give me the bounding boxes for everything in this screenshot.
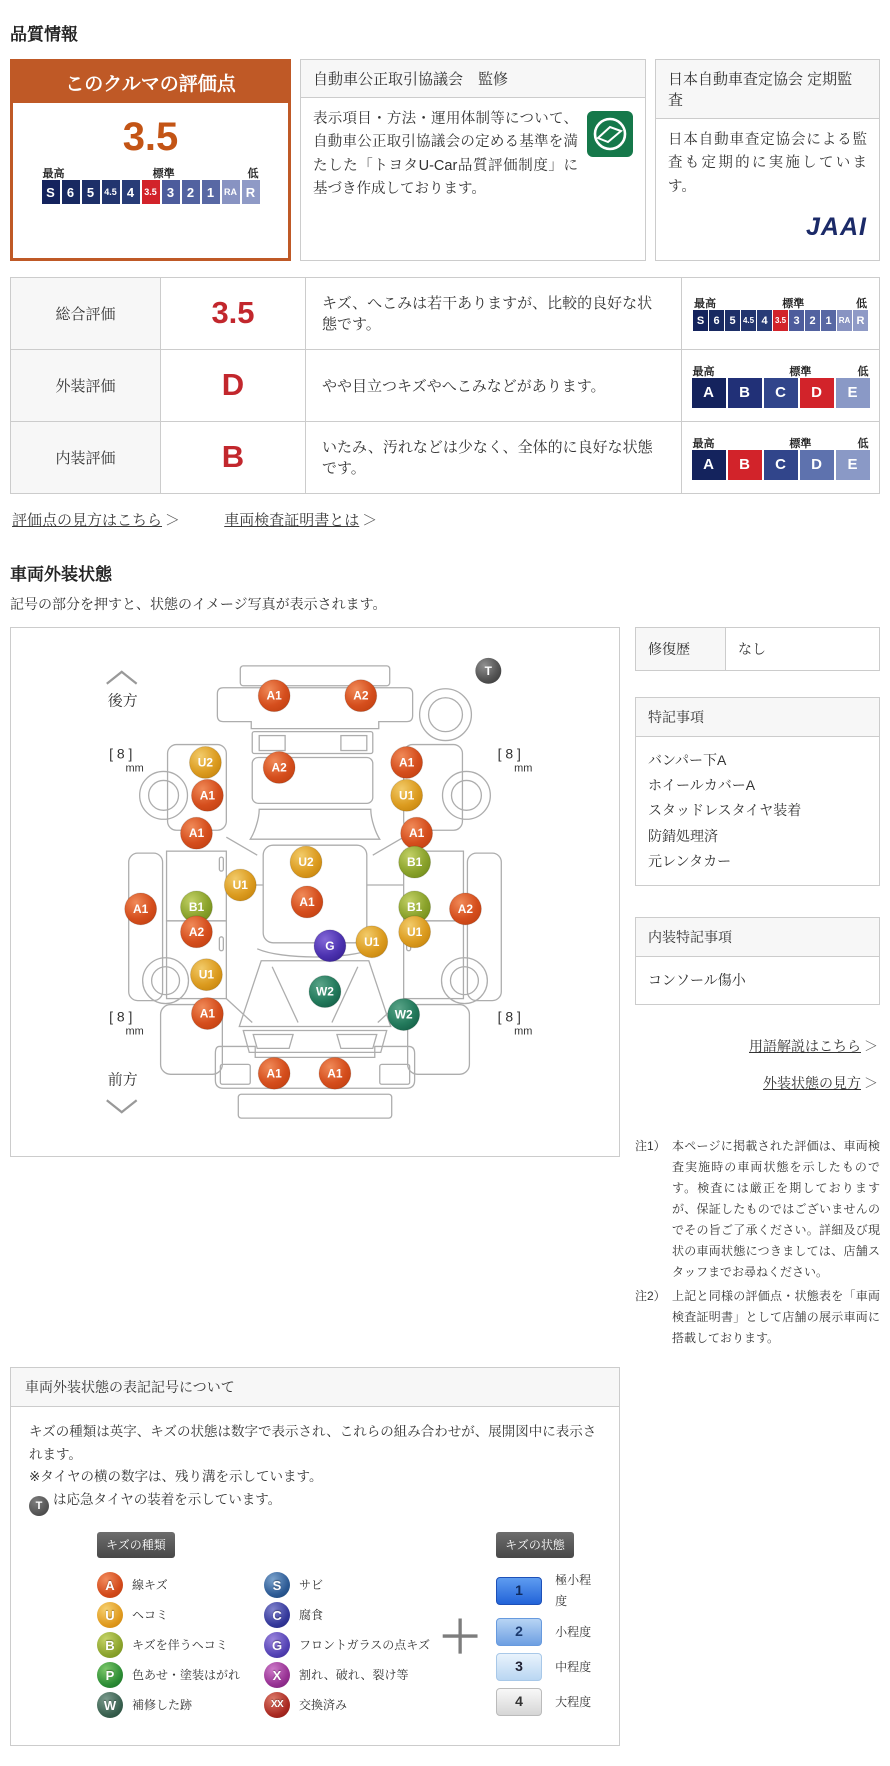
damage-kinds-block (97, 1532, 430, 1720)
damage-marker-G[interactable] (314, 930, 346, 962)
damage-kind-label: 割れ、破れ、裂け等 (299, 1668, 409, 1683)
tread-depth-value: [ 8 ] (109, 745, 133, 762)
damage-state-label: 中程度 (555, 1659, 592, 1674)
svg-text:U2: U2 (197, 755, 214, 770)
damage-kind-icon-C: C (264, 1602, 290, 1628)
scale-label: 低 (857, 365, 869, 378)
eval-row-desc: いたみ、汚れなどは少なく、全体的に良好な状態です。 (306, 421, 682, 493)
damage-state-3 (496, 1653, 601, 1681)
damage-kind-icon-X: X (264, 1662, 290, 1688)
special-notes-list (636, 737, 879, 885)
damage-kind-label: 腐食 (299, 1608, 324, 1623)
legend-header: 車両外装状態の表記記号について (11, 1368, 619, 1407)
scale-cell-6: 6 (709, 310, 724, 331)
eval-row-desc: キズ、へこみは若干ありますが、比較的良好な状態です。 (306, 277, 682, 349)
damage-kind-A (97, 1570, 240, 1600)
damage-state-chip-3: 3 (496, 1653, 542, 1681)
footnote-label: 注1） (635, 1139, 666, 1154)
scale-cell-5: 5 (725, 310, 740, 331)
exterior-sidebar (635, 627, 880, 1352)
damage-kind-C (264, 1600, 430, 1630)
chevron-right-icon: ＞ (864, 1038, 878, 1055)
svg-text:A1: A1 (399, 755, 415, 770)
jaai-box (655, 59, 880, 261)
svg-text:B1: B1 (406, 899, 423, 914)
svg-text:A1: A1 (266, 1066, 282, 1081)
svg-text:A1: A1 (408, 826, 425, 841)
scale-label: 標準 (789, 365, 812, 378)
rear-direction-label: 後方 (107, 692, 138, 710)
damage-kind-icon-A: A (97, 1572, 123, 1598)
footnote-text: 上記と同様の評価点・状態表を「車両検査証明書」として店舗の展示車両に搭載しております。 (672, 1289, 880, 1346)
scale-cell-3: 3 (162, 180, 180, 204)
scale-cell-RA: RA (222, 180, 240, 204)
evaluation-table (10, 277, 880, 494)
scale-label: 標準 (782, 298, 805, 311)
damage-marker-A2[interactable] (449, 893, 481, 925)
special-note-item: スタッドレスタイヤ装着 (648, 802, 802, 819)
exterior-diagram-panel (10, 627, 620, 1157)
grade-scale (692, 363, 870, 408)
repair-history-table (635, 627, 880, 671)
repair-history-label: 修復歴 (636, 628, 726, 670)
damage-kind-B (97, 1630, 240, 1660)
scale-cell-2: 2 (805, 310, 820, 331)
svg-text:A1: A1 (199, 788, 216, 803)
scale-cell-3.5: 3.5 (142, 180, 160, 204)
exterior-section-title: 車両外装状態 (10, 564, 112, 584)
scale-cell-4: 4 (757, 310, 772, 331)
damage-marker-A1[interactable] (191, 998, 223, 1030)
legend-grid (29, 1532, 601, 1722)
damage-kind-label: フロントガラスの点キズ (299, 1638, 431, 1653)
special-notes-box (635, 697, 880, 886)
chevron-right-icon: ＞ (165, 511, 181, 529)
damage-marker-A1[interactable] (401, 817, 433, 849)
chevron-right-icon: ＞ (864, 1075, 878, 1092)
legend-desc-1: キズの種類は英字、キズの状態は数字で表示され、これらの組み合わせが、展開図中に表示されます。 (29, 1424, 597, 1462)
footnote (635, 1286, 880, 1349)
special-notes-header: 特記事項 (636, 698, 879, 737)
damage-marker-A1[interactable] (291, 886, 323, 918)
damage-marker-A1[interactable] (258, 680, 290, 712)
svg-text:A1: A1 (299, 894, 315, 909)
scale-cell-4.5: 4.5 (102, 180, 120, 204)
scale-cell-A: A (692, 450, 726, 480)
legend-desc-2: ※タイヤの横の数字は、残り溝を示しています。 (29, 1469, 323, 1485)
svg-text:A2: A2 (271, 760, 287, 775)
damage-kind-W (97, 1690, 240, 1720)
svg-text:U2: U2 (298, 855, 314, 870)
damage-kind-XX (264, 1690, 430, 1720)
damage-marker-A1[interactable] (125, 893, 157, 925)
spare-tire-badge (475, 658, 501, 684)
scale-cell-1: 1 (202, 180, 220, 204)
svg-text:U1: U1 (406, 924, 423, 939)
spare-tire-icon: T (29, 1496, 49, 1516)
footnote-text: 本ページに掲載された評価は、車両検査実施時の車両状態を示したものです。検査には厳正を期しておりますが、保証したものではございませんのでその旨ご了承ください。詳細及び現状の車両状態につきましては、店舗スタッフまでお尋ねください。 (672, 1139, 880, 1280)
damage-kinds-col1 (97, 1570, 240, 1720)
exterior-diagram (11, 628, 619, 1156)
scale-cell-C: C (764, 378, 798, 408)
scale-cell-D: D (800, 450, 834, 480)
svg-text:U1: U1 (232, 877, 248, 892)
fair-trade-header: 自動車公正取引協議会 監修 (301, 60, 645, 98)
tread-depth-unit: mm (514, 762, 533, 775)
scale-label: 低 (856, 298, 867, 311)
chevron-up-icon[interactable] (107, 672, 137, 684)
link-exterior-guide[interactable]: 外装状態の見方 ＞ (763, 1075, 878, 1092)
scale-cell-3.5: 3.5 (773, 310, 788, 331)
special-note-item: ホイールカバーA (648, 777, 756, 794)
damage-kind-G (264, 1630, 430, 1660)
damage-kind-label: 交換済み (299, 1698, 348, 1713)
svg-text:W2: W2 (316, 984, 334, 999)
damage-marker-U1[interactable] (356, 926, 388, 958)
tread-depth-value: [ 8 ] (497, 1008, 521, 1025)
scale-label: 最高 (692, 365, 715, 378)
scale-label: 低 (857, 437, 869, 450)
scale-cell-B: B (728, 450, 762, 480)
damage-kind-X (264, 1660, 430, 1690)
scale-cell-E: E (836, 450, 870, 480)
damage-kind-icon-W: W (97, 1692, 123, 1718)
damage-kinds-badge: キズの種類 (97, 1532, 175, 1558)
damage-states-list (496, 1570, 601, 1715)
scale-label: 低 (247, 168, 259, 180)
damage-marker-U2[interactable] (189, 747, 221, 779)
eval-row-scale (682, 277, 880, 349)
damage-kind-P (97, 1660, 240, 1690)
damage-kind-U (97, 1600, 240, 1630)
sidebar-links (637, 1036, 878, 1110)
scale-label: 最高 (42, 168, 65, 180)
jaai-logo: JAAI (806, 213, 867, 242)
exterior-main (10, 627, 880, 1352)
link-glossary[interactable]: 用語解説はこちら ＞ (749, 1038, 878, 1055)
scale-cell-D: D (800, 378, 834, 408)
svg-text:A1: A1 (199, 1006, 216, 1021)
page-title: 品質情報 (10, 25, 78, 44)
quality-summary-row (10, 59, 880, 261)
damage-marker-A1[interactable] (181, 817, 213, 849)
special-note-item: 元レンタカー (648, 852, 732, 869)
repair-history-value: なし (738, 640, 766, 657)
damage-kind-icon-XX: XX (264, 1692, 290, 1718)
damage-state-label: 極小程度 (555, 1573, 592, 1608)
damage-states-badge: キズの状態 (496, 1532, 574, 1558)
fair-trade-logo-icon (587, 111, 633, 165)
damage-kind-label: 補修した跡 (132, 1698, 193, 1713)
damage-state-chip-4: 4 (496, 1688, 542, 1716)
scale-cell-R: R (853, 310, 868, 331)
svg-text:A1: A1 (188, 826, 205, 841)
scale-cell-RA: RA (837, 310, 852, 331)
rating-box (10, 59, 291, 261)
damage-kind-icon-U: U (97, 1602, 123, 1628)
damage-kind-label: 線キズ (132, 1578, 168, 1593)
damage-state-4 (496, 1688, 601, 1716)
special-note-item: 防錆処理済 (648, 827, 718, 844)
eval-row-grade: 3.5 (161, 277, 306, 349)
scale-cell-2: 2 (182, 180, 200, 204)
damage-marker-A2[interactable] (181, 916, 213, 948)
link-how-to-read-score[interactable]: 評価点の見方はこちら ＞ (12, 511, 181, 529)
eval-row-desc: やや目立つキズやへこみなどがあります。 (306, 349, 682, 421)
interior-note-item: コンソール傷小 (648, 971, 746, 988)
scale-cell-C: C (764, 450, 798, 480)
tread-depth-unit: mm (125, 1025, 144, 1038)
fair-trade-text: 表示項目・方法・運用体制等について、自動車公正取引協議会の定める基準を満たした「トヨタU-Car品質評価制度」に基づき作成しております。 (313, 111, 578, 198)
eval-table-row (11, 349, 880, 421)
svg-text:A2: A2 (353, 688, 369, 703)
damage-marker-U1[interactable] (391, 779, 423, 811)
damage-marker-A2[interactable] (345, 680, 377, 712)
eval-table-row (11, 277, 880, 349)
grade-scale (693, 295, 868, 331)
svg-text:A1: A1 (327, 1066, 343, 1081)
damage-state-1 (496, 1570, 601, 1610)
damage-marker-U1[interactable] (224, 869, 256, 901)
scale-label: 標準 (789, 437, 812, 450)
scale-cell-4: 4 (122, 180, 140, 204)
damage-marker-A2[interactable] (263, 751, 295, 783)
svg-text:U1: U1 (364, 934, 380, 949)
scale-cell-4.5: 4.5 (741, 310, 756, 331)
jaai-text: 日本自動車査定協会による監査も定期的に実施しています。 (668, 132, 867, 195)
scale-label: 最高 (692, 437, 715, 450)
chevron-right-icon: ＞ (362, 511, 378, 529)
scale-cell-6: 6 (62, 180, 80, 204)
damage-marker-W2[interactable] (309, 976, 341, 1008)
eval-links-row (12, 509, 878, 530)
legend-desc-3: T は応急タイヤの装着を示しています。 (29, 1489, 601, 1516)
scale-cell-S: S (693, 310, 708, 331)
svg-text:U1: U1 (399, 788, 415, 803)
damage-marker-A1[interactable] (319, 1057, 351, 1089)
damage-marker-A1[interactable] (191, 779, 223, 811)
damage-kind-S (264, 1570, 430, 1600)
svg-text:A1: A1 (133, 901, 149, 916)
scale-cell-B: B (728, 378, 762, 408)
interior-notes-header: 内装特記事項 (636, 918, 879, 957)
damage-kind-label: キズを伴うヘコミ (132, 1638, 228, 1653)
damage-state-2 (496, 1618, 601, 1646)
link-inspection-certificate[interactable]: 車両検査証明書とは ＞ (224, 511, 378, 529)
jaai-body (656, 119, 879, 260)
damage-kind-icon-P: P (97, 1662, 123, 1688)
interior-notes-list (636, 957, 879, 1004)
eval-row-label: 総合評価 (11, 277, 161, 349)
damage-state-label: 小程度 (555, 1624, 592, 1639)
svg-text:G: G (325, 938, 335, 953)
interior-notes-box (635, 917, 880, 1005)
eval-row-grade: B (161, 421, 306, 493)
svg-text:A1: A1 (266, 688, 282, 703)
scale-cell-A: A (692, 378, 726, 408)
damage-marker-A1[interactable] (258, 1057, 290, 1089)
scale-cell-3: 3 (789, 310, 804, 331)
grade-scale (692, 435, 870, 480)
footnote (635, 1136, 880, 1283)
damage-kind-icon-B: B (97, 1632, 123, 1658)
damage-state-chip-2: 2 (496, 1618, 542, 1646)
scale-cell-E: E (836, 378, 870, 408)
damage-marker-U1[interactable] (399, 916, 431, 948)
rating-box-header: このクルマの評価点 (13, 62, 288, 103)
svg-text:B1: B1 (188, 899, 205, 914)
fair-trade-box (300, 59, 646, 261)
tread-depth-value: [ 8 ] (109, 1008, 133, 1025)
scale-cell-5: 5 (82, 180, 100, 204)
damage-states-block (496, 1532, 601, 1722)
scale-cell-1: 1 (821, 310, 836, 331)
footnotes (635, 1136, 880, 1349)
legend-body (11, 1407, 619, 1745)
damage-marker-U2[interactable] (290, 846, 322, 878)
damage-kinds-col2 (264, 1570, 430, 1720)
scale-cell-R: R (242, 180, 260, 204)
rating-box-body (13, 103, 288, 217)
eval-row-scale (682, 421, 880, 493)
scale-label: 最高 (694, 298, 716, 311)
footnote-label: 注2） (635, 1289, 666, 1304)
chevron-down-icon[interactable] (107, 1100, 137, 1112)
scale-label: 標準 (152, 168, 175, 180)
damage-kind-icon-S: S (264, 1572, 290, 1598)
fair-trade-body (301, 98, 645, 214)
eval-row-grade: D (161, 349, 306, 421)
damage-kind-label: 色あせ・塗装はがれ (132, 1668, 241, 1683)
overall-score: 3.5 (122, 115, 179, 159)
exterior-section-desc: 記号の部分を押すと、状態のイメージ写真が表示されます。 (10, 595, 387, 612)
tread-depth-unit: mm (514, 1025, 533, 1038)
svg-text:B1: B1 (406, 855, 423, 870)
svg-text:A2: A2 (188, 924, 205, 939)
eval-row-label: 外装評価 (11, 349, 161, 421)
scale-cell-S: S (42, 180, 60, 204)
damage-state-label: 大程度 (555, 1694, 592, 1709)
damage-marker-W2[interactable] (388, 999, 420, 1031)
eval-row-scale (682, 349, 880, 421)
damage-marker-U1[interactable] (190, 959, 222, 991)
damage-kind-icon-G: G (264, 1632, 290, 1658)
special-note-item: バンパー下A (648, 751, 727, 768)
legend-panel (10, 1367, 620, 1746)
damage-state-chip-1: 1 (496, 1577, 542, 1605)
damage-kind-label: ヘコミ (132, 1608, 169, 1623)
svg-text:W2: W2 (394, 1007, 413, 1022)
eval-table-row (11, 421, 880, 493)
tread-depth-value: [ 8 ] (497, 745, 521, 762)
score-scale (42, 165, 260, 204)
eval-row-label: 内装評価 (11, 421, 161, 493)
damage-marker-A1[interactable] (391, 747, 423, 779)
damage-kind-label: サビ (299, 1578, 324, 1593)
svg-text:U1: U1 (198, 967, 215, 982)
jaai-header: 日本自動車査定協会 定期監査 (656, 60, 879, 119)
spare-tire-letter: T (484, 663, 492, 678)
front-direction-label: 前方 (107, 1071, 138, 1089)
svg-text:A2: A2 (457, 901, 474, 916)
plus-icon: ＋ (438, 1612, 483, 1662)
damage-marker-B1[interactable] (399, 846, 431, 878)
tread-depth-unit: mm (125, 762, 144, 775)
